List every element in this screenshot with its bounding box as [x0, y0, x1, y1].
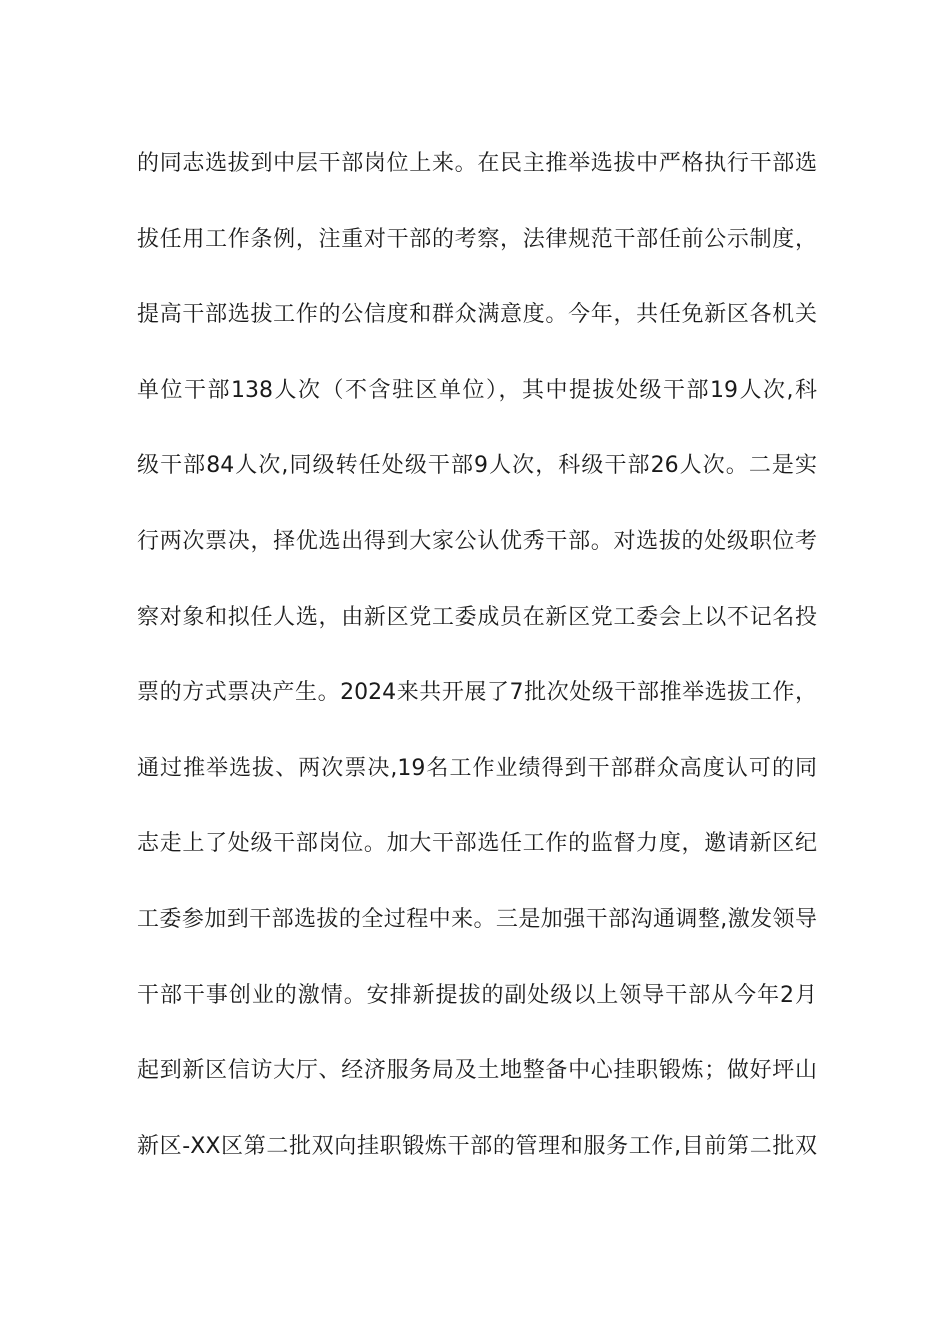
text-line: 提高干部选拔工作的公信度和群众满意度。今年，共任免新区各机关: [137, 302, 817, 328]
text-line: 拔任用工作条例，注重对干部的考察，法律规范干部任前公示制度，: [137, 226, 817, 252]
text-line: 察对象和拟任人选，由新区党工委成员在新区党工委会上以不记名投: [137, 604, 817, 630]
text-line: 单位干部138人次（不含驻区单位），其中提拔处级干部19人次,科: [137, 377, 817, 403]
text-line: 级干部84人次,同级转任处级干部9人次，科级干部26人次。二是实: [137, 453, 817, 479]
body-paragraph: [137, 142, 817, 1200]
text-line: 行两次票决，择优选出得到大家公认优秀干部。对选拔的处级职位考: [137, 528, 817, 554]
text-line: 干部干事创业的激情。安排新提拔的副处级以上领导干部从今年2月: [137, 982, 817, 1008]
text-line: 通过推举选拔、两次票决,19名工作业绩得到干部群众高度认可的同: [137, 755, 817, 781]
text-line: 票的方式票决产生。2024来共开展了7批次处级干部推举选拔工作，: [137, 680, 817, 706]
text-line: 的同志选拔到中层干部岗位上来。在民主推举选拔中严格执行干部选: [137, 151, 817, 176]
text-line: 工委参加到干部选拔的全过程中来。三是加强干部沟通调整,激发领导: [137, 906, 817, 932]
text-line: 新区-XX区第二批双向挂职锻炼干部的管理和服务工作,目前第二批双: [137, 1133, 817, 1159]
text-line: 起到新区信访大厅、经济服务局及土地整备中心挂职锻炼；做好坪山: [137, 1058, 817, 1084]
text-line: 志走上了处级干部岗位。加大干部选任工作的监督力度，邀请新区纪: [137, 831, 817, 857]
